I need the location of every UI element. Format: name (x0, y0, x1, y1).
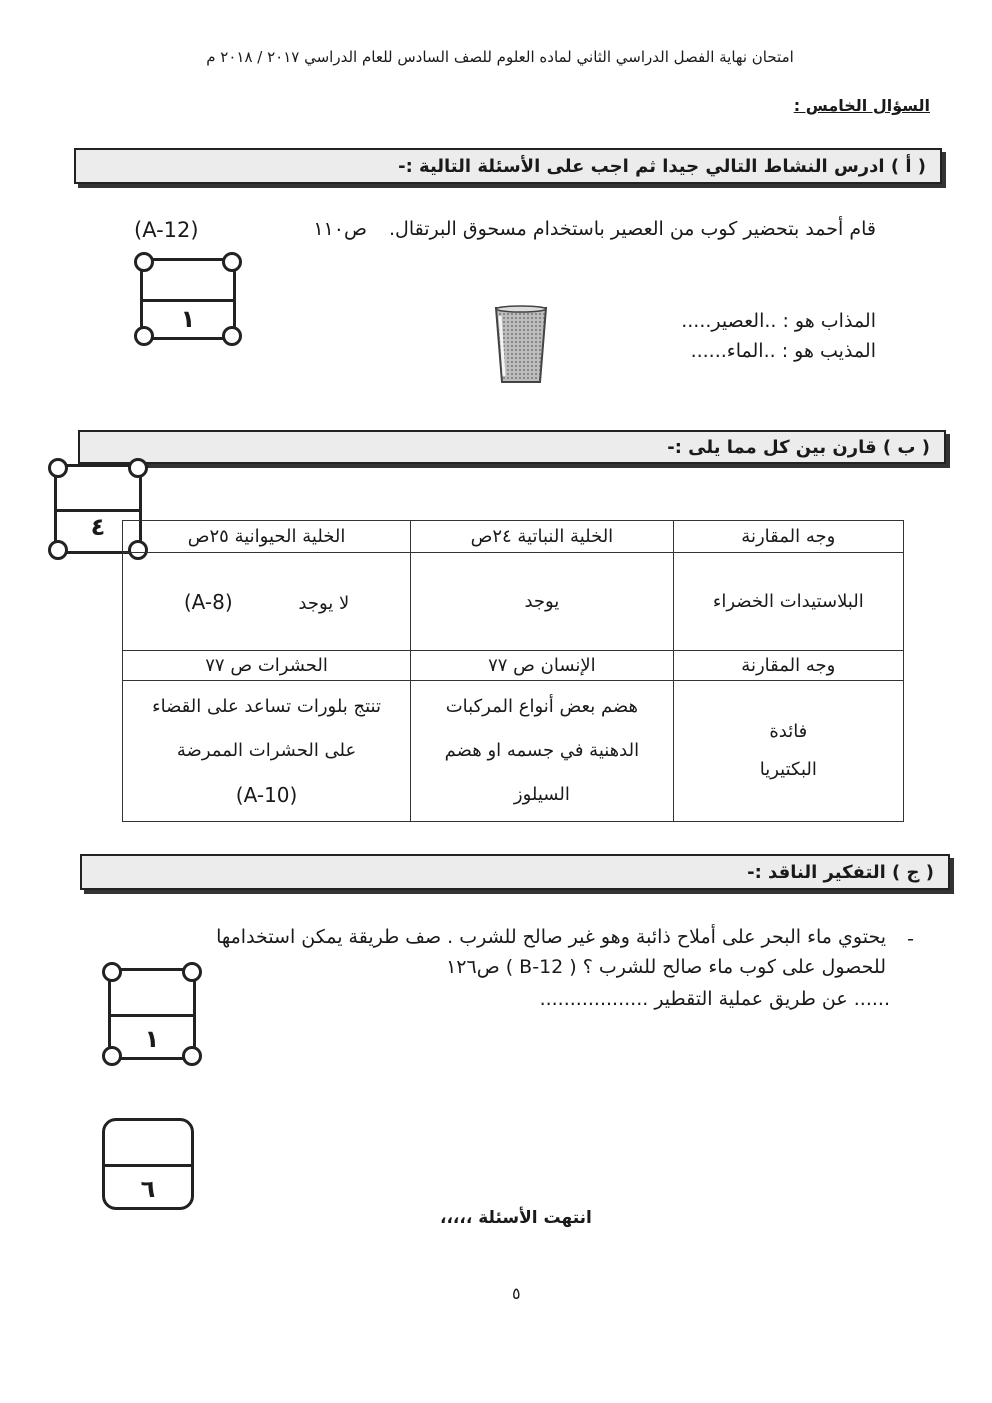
cell-line: هضم بعض أنواع المركبات (445, 696, 639, 717)
table-cell: الحشرات ص ٧٧ (123, 651, 411, 681)
section-a-code: (A-12) (134, 218, 199, 242)
page-number: ٥ (512, 1284, 521, 1303)
solute-answer: ..العصير..... (681, 310, 777, 332)
solute-label: المذاب هو : (782, 310, 876, 332)
cell-code: (A-8) (183, 589, 233, 614)
total-score-box (102, 1118, 194, 1210)
total-score: ٦ (140, 1175, 156, 1203)
section-b-heading: ( ب ) قارن بين كل مما يلى :- (78, 430, 946, 464)
table-cell: الخلية الحيوانية ٢٥ص (123, 521, 411, 553)
critical-answer: ...... عن طريق عملية التقطير .................. (539, 988, 890, 1010)
comparison-table (122, 520, 904, 822)
table-row (123, 521, 904, 553)
table-cell (411, 681, 673, 822)
section-a-score: ١ (180, 305, 196, 333)
table-cell: البلاستيدات الخضراء (673, 553, 903, 651)
solute-line (681, 310, 876, 332)
section-c-score: ١ (144, 1025, 160, 1053)
critical-question-line1: يحتوي ماء البحر على أملاح ذائبة وهو غير صالح للشرب . صف طريقة يمكن استخدامها (216, 926, 886, 948)
table-cell: وجه المقارنة (673, 651, 903, 681)
cell-code: (A-10) (235, 783, 298, 807)
critical-question-line2: للحصول على كوب ماء صالح للشرب ؟ ( B-12 ) ص١٢٦ (446, 956, 886, 978)
cell-line: الدهنية في جسمه او هضم (444, 740, 640, 761)
cell-line: على الحشرات الممرضة (176, 740, 357, 761)
page-ref: ص١١٠ (313, 218, 367, 240)
statement-text: قام أحمد بتحضير كوب من العصير باستخدام مسحوق البرتقال. (388, 218, 876, 240)
exam-header: امتحان نهاية الفصل الدراسي الثاني لماده العلوم للصف السادس للعام الدراسي ٢٠١٧ / ٢٠١٨ م (206, 48, 794, 66)
table-cell: يوجد (411, 553, 673, 651)
table-cell: الخلية النباتية ٢٤ص (411, 521, 673, 553)
table-cell (673, 681, 903, 822)
table-cell: الإنسان ص ٧٧ (411, 651, 673, 681)
end-text: انتهت الأسئلة ،،،،، (440, 1208, 592, 1228)
section-a-statement (313, 218, 876, 240)
solvent-answer: ..الماء...... (690, 340, 776, 362)
table-row (123, 651, 904, 681)
cell-line: تنتج بلورات تساعد على القضاء (152, 696, 382, 717)
bullet-marker: - (907, 928, 914, 950)
cell-line: السيلوز (513, 784, 570, 805)
section-c-heading: ( ج ) التفكير الناقد :- (80, 854, 950, 890)
cell-text: لا يوجد (298, 592, 350, 614)
cell-line: البكتيريا (759, 759, 817, 780)
section-a-heading: ( أ ) ادرس النشاط التالي جيدا ثم اجب على الأسئلة التالية :- (74, 148, 942, 184)
table-cell (123, 553, 411, 651)
solvent-line (691, 340, 876, 362)
table-cell (123, 681, 411, 822)
question-title: السؤال الخامس : (793, 96, 930, 115)
section-c-score-box (108, 968, 196, 1060)
table-row (123, 553, 904, 651)
cell-line: فائدة (769, 721, 808, 742)
section-b-score: ٤ (90, 513, 106, 541)
section-a-score-box (140, 258, 236, 340)
juice-glass-icon (494, 304, 548, 386)
solvent-label: المذيب هو : (781, 340, 876, 362)
table-row (123, 681, 904, 822)
table-cell: وجه المقارنة (673, 521, 903, 553)
